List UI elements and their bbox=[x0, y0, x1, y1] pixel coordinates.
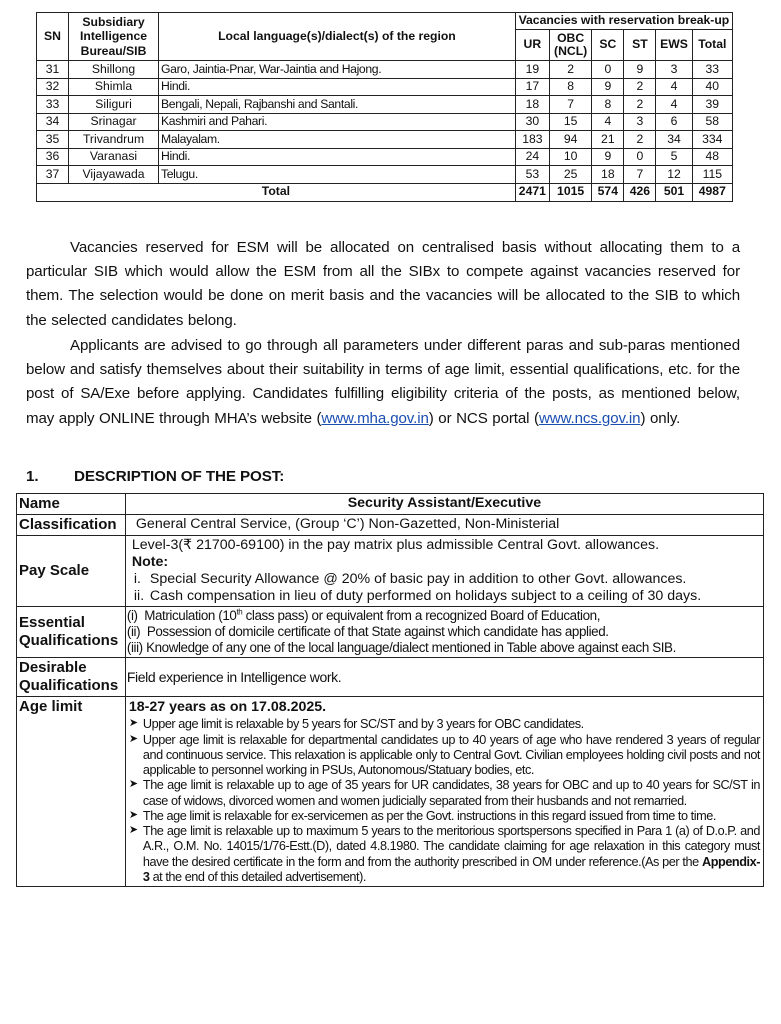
cell-ur: 30 bbox=[515, 113, 549, 131]
pay-scale-label: Pay Scale bbox=[17, 536, 126, 607]
desirable-qualifications-row bbox=[17, 658, 764, 697]
age-relaxation-list bbox=[129, 717, 760, 885]
total-obc: 1015 bbox=[549, 183, 591, 201]
list-marker: (iii) bbox=[126, 640, 143, 656]
list-marker: ii. bbox=[133, 588, 145, 605]
applicants-text-middle: ) or NCS portal ( bbox=[428, 409, 539, 427]
mha-website-link[interactable]: www.mha.gov.in bbox=[321, 409, 429, 427]
cell-total: 58 bbox=[692, 113, 732, 131]
cell-total: 115 bbox=[692, 166, 732, 184]
qualification-text: Knowledge of any one of the local language/dialect mentioned in Table above against each SIB. bbox=[146, 640, 676, 656]
age-limit-value bbox=[125, 697, 763, 887]
arrow-bullet-icon: ➤ bbox=[128, 717, 138, 730]
total-ur: 2471 bbox=[515, 183, 549, 201]
qualification-text: Possession of domicile certificate of that State against which candidate has applied. bbox=[146, 624, 609, 640]
cell-total: 33 bbox=[692, 61, 732, 79]
header-language: Local language(s)/dialect(s) of the region bbox=[159, 13, 516, 61]
cell-ur: 19 bbox=[515, 61, 549, 79]
cell-ews: 34 bbox=[656, 131, 692, 149]
cell-language: Malayalam. bbox=[159, 131, 516, 149]
table-row bbox=[37, 113, 733, 131]
relaxation-text: Upper age limit is relaxable for departmental candidates up to 40 years of age who have rendered 3 years of regular and continuous service. This relaxation is applicable only to Central Govt. Civilian employees holding civil posts and not applicable to personnel working in PSUs, Autonomous/Statuary bodies, etc. bbox=[142, 732, 760, 778]
age-limit-label: Age limit bbox=[17, 697, 126, 887]
cell-sc: 8 bbox=[592, 96, 624, 114]
relaxation-text: The age limit is relaxable up to age of 35 years for UR candidates, 38 years for OBC and up to 40 years for SC/ST in case of widows, divorced women and women judicially separated from their husbands and not remarried. bbox=[142, 778, 760, 808]
cell-ur: 183 bbox=[515, 131, 549, 149]
qualification-text: Matriculation (10 bbox=[144, 608, 237, 624]
pay-note-label: Note: bbox=[131, 554, 169, 571]
table-row bbox=[37, 78, 733, 96]
name-value: Security Assistant/Executive bbox=[125, 494, 763, 515]
pay-scale-row bbox=[17, 536, 764, 607]
total-row bbox=[37, 183, 733, 201]
list-item bbox=[129, 717, 760, 732]
classification-label: Classification bbox=[17, 515, 126, 536]
cell-sc: 9 bbox=[592, 148, 624, 166]
pay-scale-value bbox=[125, 536, 763, 607]
table-row bbox=[37, 96, 733, 114]
cell-sib: Trivandrum bbox=[69, 131, 159, 149]
appendix-reference: Appendix-3 bbox=[142, 854, 760, 884]
header-sn: SN bbox=[37, 13, 69, 61]
section-number: 1. bbox=[26, 468, 39, 485]
pay-note-text: Special Security Allowance @ 20% of basic pay in addition to other Govt. allowances. bbox=[149, 571, 687, 588]
cell-st: 0 bbox=[624, 148, 656, 166]
arrow-bullet-icon: ➤ bbox=[128, 824, 138, 837]
arrow-bullet-icon: ➤ bbox=[128, 778, 138, 791]
header-st: ST bbox=[624, 30, 656, 61]
header-sib: Subsidiary Intelligence Bureau/SIB bbox=[69, 13, 159, 61]
cell-obc: 15 bbox=[549, 113, 591, 131]
cell-language: Kashmiri and Pahari. bbox=[159, 113, 516, 131]
table-row bbox=[37, 148, 733, 166]
cell-ur: 24 bbox=[515, 148, 549, 166]
relaxation-text: The age limit is relaxable up to maximum 5 years to the meritorious sportspersons specified in Para 1 (a) of D.o.P. and A.R., O.M. No. 14015/1/76-Estt.(D), dated 4.8.1980. The candidate claiming for age relaxation in this category must have the desired certificate in the form and from the authority prescribed in OM under reference.(As per the bbox=[142, 824, 760, 869]
cell-total: 39 bbox=[692, 96, 732, 114]
cell-st: 7 bbox=[624, 166, 656, 184]
relaxation-text: The age limit is relaxable for ex-servicemen as per the Govt. instructions in this regard issued from time to time. bbox=[142, 808, 716, 823]
table-row bbox=[37, 61, 733, 79]
age-limit-row bbox=[17, 697, 764, 887]
cell-sn: 35 bbox=[37, 131, 69, 149]
cell-language: Hindi. bbox=[159, 78, 516, 96]
applicants-text: Applicants are advised to go through all parameters under different paras and sub-paras mentioned below and satisfy themselves about their suitability in terms of age limit, essential qualifications, etc. for the post of SA/Exe before applying. Candidates fulfilling eligibility criteria of the posts, as mentioned below, may apply ONLINE through MHA’s website ( bbox=[26, 337, 740, 427]
header-obc: OBC (NCL) bbox=[549, 30, 591, 61]
cell-language: Bengali, Nepali, Rajbanshi and Santali. bbox=[159, 96, 516, 114]
cell-language: Telugu. bbox=[159, 166, 516, 184]
cell-obc: 25 bbox=[549, 166, 591, 184]
cell-obc: 7 bbox=[549, 96, 591, 114]
cell-obc: 8 bbox=[549, 78, 591, 96]
cell-ews: 4 bbox=[656, 96, 692, 114]
pay-notes-list bbox=[132, 571, 760, 605]
cell-sn: 33 bbox=[37, 96, 69, 114]
essential-qualifications-value bbox=[125, 607, 763, 658]
cell-sc: 9 bbox=[592, 78, 624, 96]
cell-obc: 94 bbox=[549, 131, 591, 149]
cell-ews: 6 bbox=[656, 113, 692, 131]
cell-sib: Srinagar bbox=[69, 113, 159, 131]
cell-sc: 0 bbox=[592, 61, 624, 79]
total-sc: 574 bbox=[592, 183, 624, 201]
cell-sib: Varanasi bbox=[69, 148, 159, 166]
esm-paragraph-text: Vacancies reserved for ESM will be allocated on centralised basis without allocating them to a particular SIB which would allow the ESM from all the SIBx to compete against vacancies reserved for them. The selection would be done on merit basis and the vacancies will be allocated to the SIB to which the selected candidates belong. bbox=[26, 239, 740, 329]
section-title: DESCRIPTION OF THE POST: bbox=[74, 468, 285, 485]
cell-sib: Siliguri bbox=[69, 96, 159, 114]
list-item bbox=[129, 824, 760, 885]
list-marker: (i) bbox=[126, 608, 138, 624]
header-vacancy-group: Vacancies with reservation break-up bbox=[515, 13, 732, 30]
cell-language: Garo, Jaintia-Pnar, War-Jaintia and Hajong. bbox=[159, 61, 516, 79]
list-item bbox=[129, 778, 760, 808]
relaxation-text-tail: at the end of this detailed advertisement). bbox=[149, 869, 366, 884]
cell-st: 2 bbox=[624, 96, 656, 114]
desirable-qualifications-label: Desirable Qualifications bbox=[17, 658, 126, 697]
cell-obc: 10 bbox=[549, 148, 591, 166]
list-item bbox=[127, 624, 760, 640]
desirable-qualifications-value: Field experience in Intelligence work. bbox=[125, 658, 763, 697]
name-row bbox=[17, 494, 764, 515]
ncs-portal-link[interactable]: www.ncs.gov.in bbox=[538, 409, 641, 427]
applicants-text-end: ) only. bbox=[640, 409, 681, 427]
table-row bbox=[37, 131, 733, 149]
cell-obc: 2 bbox=[549, 61, 591, 79]
pay-level-line: Level-3(₹ 21700-69100) in the pay matrix plus admissible Central Govt. allowances. bbox=[131, 537, 660, 553]
cell-sc: 4 bbox=[592, 113, 624, 131]
header-sc: SC bbox=[592, 30, 624, 61]
table-row bbox=[37, 166, 733, 184]
cell-sn: 31 bbox=[37, 61, 69, 79]
cell-total: 334 bbox=[692, 131, 732, 149]
cell-ews: 4 bbox=[656, 78, 692, 96]
header-ews: EWS bbox=[656, 30, 692, 61]
cell-sn: 37 bbox=[37, 166, 69, 184]
list-item bbox=[127, 640, 760, 656]
cell-sn: 32 bbox=[37, 78, 69, 96]
header-total: Total bbox=[692, 30, 732, 61]
essential-qualifications-label: Essential Qualifications bbox=[17, 607, 126, 658]
cell-sc: 18 bbox=[592, 166, 624, 184]
age-limit-heading: 18-27 years as on 17.08.2025. bbox=[128, 699, 327, 716]
name-label: Name bbox=[17, 494, 126, 515]
cell-st: 9 bbox=[624, 61, 656, 79]
list-marker: i. bbox=[133, 571, 141, 588]
list-item bbox=[129, 809, 760, 824]
cell-total: 48 bbox=[692, 148, 732, 166]
classification-value: General Central Service, (Group ‘C’) Non-Gazetted, Non-Ministerial bbox=[125, 515, 763, 536]
total-total: 4987 bbox=[692, 183, 732, 201]
cell-sn: 34 bbox=[37, 113, 69, 131]
cell-sc: 21 bbox=[592, 131, 624, 149]
cell-ews: 5 bbox=[656, 148, 692, 166]
cell-ews: 3 bbox=[656, 61, 692, 79]
cell-language: Hindi. bbox=[159, 148, 516, 166]
list-item bbox=[127, 608, 760, 624]
cell-ur: 17 bbox=[515, 78, 549, 96]
cell-st: 3 bbox=[624, 113, 656, 131]
arrow-bullet-icon: ➤ bbox=[128, 808, 138, 821]
classification-row bbox=[17, 515, 764, 536]
cell-sib: Vijayawada bbox=[69, 166, 159, 184]
list-marker: (ii) bbox=[126, 624, 141, 640]
cell-sib: Shimla bbox=[69, 78, 159, 96]
esm-paragraph bbox=[26, 236, 740, 333]
cell-ews: 12 bbox=[656, 166, 692, 184]
applicants-paragraph bbox=[26, 334, 740, 431]
section-heading bbox=[26, 468, 284, 485]
qualification-text-tail: class pass) or equivalent from a recognized Board of Education, bbox=[242, 608, 601, 624]
vacancy-table bbox=[36, 12, 733, 202]
cell-st: 2 bbox=[624, 131, 656, 149]
list-item bbox=[132, 571, 760, 588]
cell-ur: 18 bbox=[515, 96, 549, 114]
cell-sn: 36 bbox=[37, 148, 69, 166]
total-label: Total bbox=[37, 183, 516, 201]
list-item bbox=[132, 588, 760, 605]
superscript: th bbox=[236, 607, 243, 617]
total-st: 426 bbox=[624, 183, 656, 201]
post-description-table bbox=[16, 493, 764, 887]
essential-qualifications-row bbox=[17, 607, 764, 658]
arrow-bullet-icon: ➤ bbox=[128, 732, 138, 745]
cell-total: 40 bbox=[692, 78, 732, 96]
total-ews: 501 bbox=[656, 183, 692, 201]
cell-st: 2 bbox=[624, 78, 656, 96]
list-item bbox=[129, 733, 760, 779]
cell-sib: Shillong bbox=[69, 61, 159, 79]
header-ur: UR bbox=[515, 30, 549, 61]
pay-note-text: Cash compensation in lieu of duty performed on holidays subject to a ceiling of 30 days. bbox=[149, 588, 702, 605]
cell-ur: 53 bbox=[515, 166, 549, 184]
relaxation-text: Upper age limit is relaxable by 5 years for SC/ST and by 3 years for OBC candidates. bbox=[142, 717, 584, 732]
